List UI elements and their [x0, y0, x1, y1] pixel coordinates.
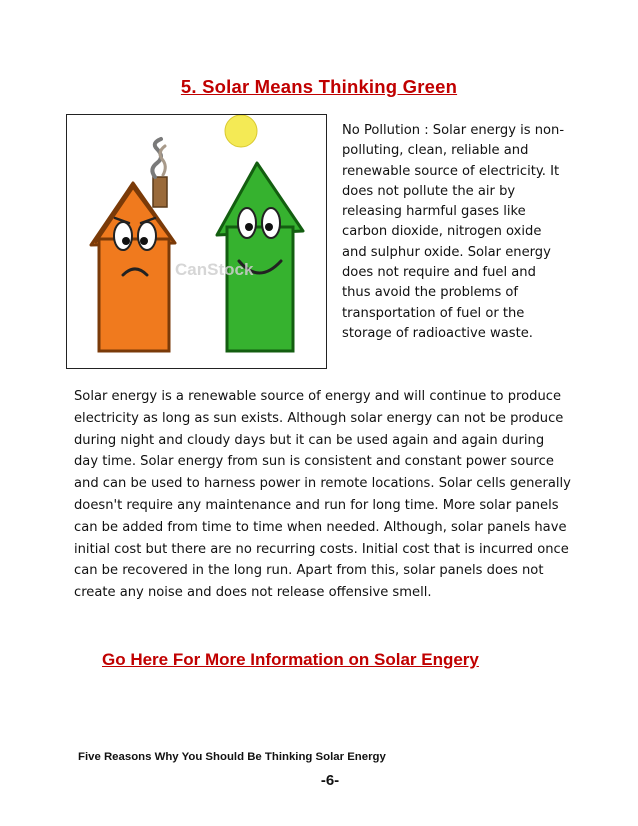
smoking-chimney-icon [152, 139, 167, 207]
solar-houses-illustration [66, 114, 327, 369]
page-number: -6- [320, 772, 340, 789]
sun-icon [225, 115, 257, 147]
happy-green-house-icon [217, 163, 303, 351]
renewable-energy-paragraph: Solar energy is a renewable source of energy and will continue to produce electricity as long as sun exists. Although solar energy can not be produce during night and cloudy days but it can be used again and again during day time. Solar energy from sun is consistent and constant power source and can be used to harness power in remote locations. Solar cells generally doesn't require any maintenance and run for long time. More solar panels can be added from time to time when needed. Although, solar panels have initial cost but there are no recurring costs. Initial cost that is incurred once can be recovered in the long run. Apart from this, solar panels does not create any noise and does not release offensive smell. [74, 389, 571, 601]
section-heading: 5. Solar Means Thinking Green [180, 76, 458, 97]
footer-title: Five Reasons Why You Should Be Thinking Solar Energy [78, 751, 386, 763]
watermark-text: CanStock [175, 260, 254, 279]
no-pollution-paragraph: No Pollution : Solar energy is non-polluting, clean, reliable and renewable source of electricity. It does not pollute the air by releasing harmful gases like carbon dioxide, nitrogen oxide and sulphur oxide. Solar energy does not require and fuel and thus avoid the problems of transportation of fuel or the storage of radioactive waste. [342, 123, 565, 341]
sad-orange-house-icon [91, 183, 175, 351]
more-information-link[interactable]: Go Here For More Information on Solar Engery [102, 650, 479, 669]
